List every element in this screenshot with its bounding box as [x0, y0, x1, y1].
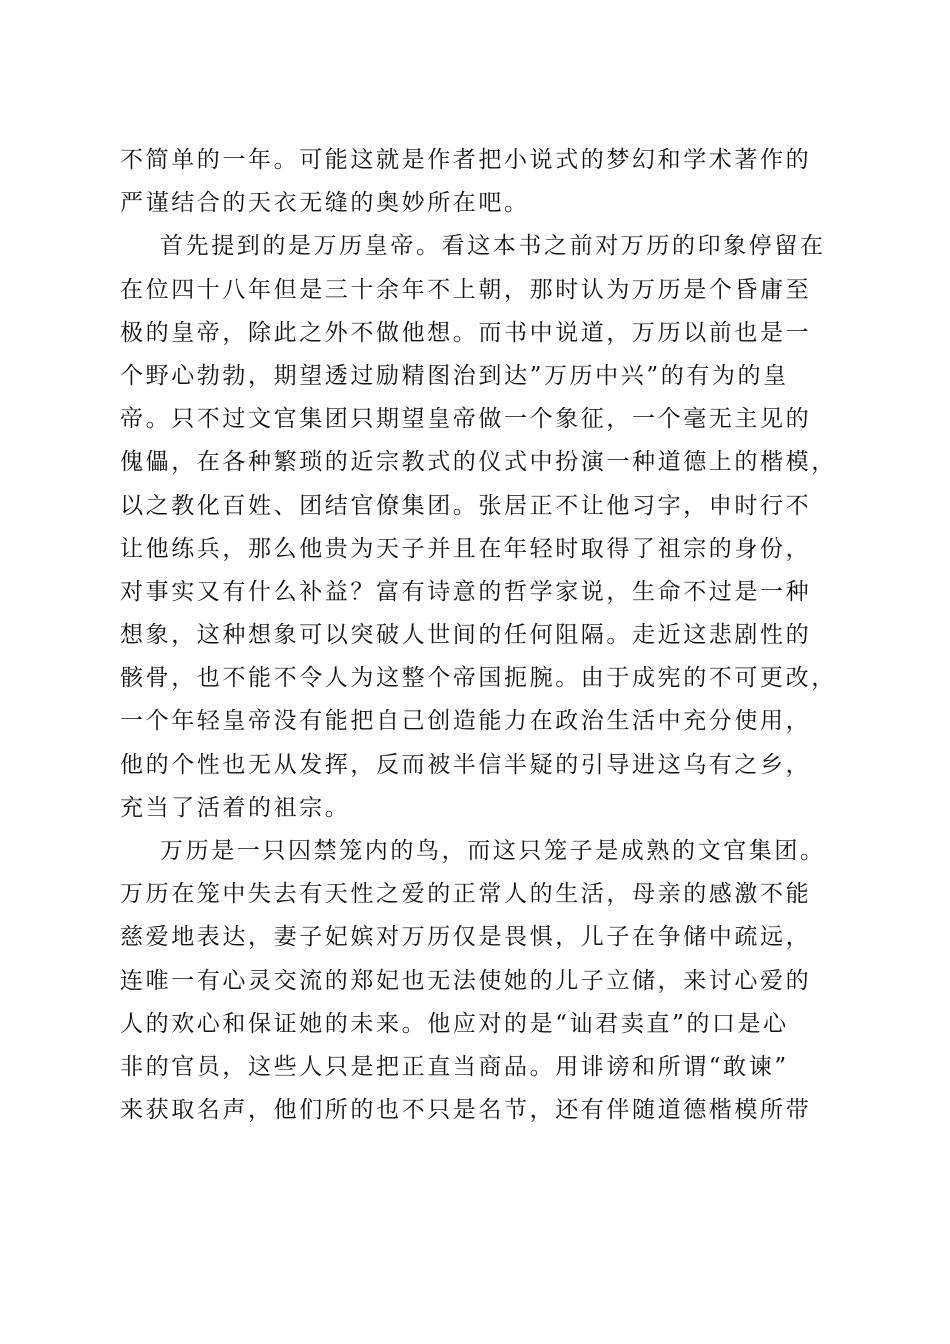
text-line: 一个年轻皇帝没有能把自己创造能力在政治生活中充分使用，: [120, 708, 812, 735]
paragraph-1: [120, 139, 830, 225]
text-line: 他的个性也无从发挥，反而被半信半疑的引导进这乌有之乡，: [120, 751, 812, 778]
text-line: 首先提到的是万历皇帝。看这本书之前对万历的印象停留在: [160, 233, 826, 260]
text-line: 个野心勃勃，期望透过励精图治到达”万历中兴”的有为的皇: [120, 362, 789, 389]
text-line: 在位四十八年但是三十余年不上朝，那时认为万历是个昏庸至: [120, 276, 812, 303]
text-line: 傀儡，在各种繁琐的近宗教式的仪式中扮演一种道德上的楷模，: [120, 449, 837, 476]
text-line: 非的官员，这些人只是把正直当商品。用诽谤和所谓“敢谏”: [120, 1053, 789, 1080]
paragraph-3: [120, 830, 830, 1132]
text-line: 帝。只不过文官集团只期望皇帝做一个象征，一个毫无主见的: [120, 406, 812, 433]
document-body: [120, 139, 837, 1132]
text-line: 万历是一只囚禁笼内的鸟，而这只笼子是成熟的文官集团。: [160, 838, 826, 864]
text-line: 让他练兵，那么他贵为天子并且在年轻时取得了祖宗的身份，: [120, 535, 812, 562]
text-line: 充当了活着的祖宗。: [120, 794, 351, 821]
text-line: 极的皇帝，除此之外不做他想。而书中说道，万历以前也是一: [120, 319, 812, 346]
text-line: 慈爱地表达，妻子妃嫔对万历仅是畏惧，儿子在争储中疏远，: [120, 924, 812, 951]
text-line: 对事实又有什么补益？富有诗意的哲学家说，生命不过是一种: [120, 578, 812, 605]
text-line: 想象，这种想象可以突破人世间的任何阻隔。走近这悲剧性的: [120, 622, 812, 649]
paragraph-2: [120, 225, 837, 830]
text-line: 不简单的一年。可能这就是作者把小说式的梦幻和学术著作的: [120, 147, 812, 173]
text-line: 来获取名声，他们所的也不只是名节，还有伴随道德楷模所带: [120, 1097, 812, 1124]
text-line: 连唯一有心灵交流的郑妃也无法使她的儿子立储，来讨心爱的: [120, 967, 812, 994]
text-line: 骸骨，也不能不令人为这整个帝国扼腕。由于成宪的不可更改，: [120, 665, 837, 692]
text-line: 人的欢心和保证她的未来。他应对的是“讪君卖直”的口是心: [120, 1010, 789, 1037]
text-line: 以之教化百姓、团结官僚集团。张居正不让他习字，申时行不: [120, 492, 812, 519]
text-line: 严谨结合的天衣无缝的奥妙所在吧。: [120, 190, 530, 217]
text-line: 万历在笼中失去有天性之爱的正常人的生活，母亲的感激不能: [120, 881, 812, 908]
